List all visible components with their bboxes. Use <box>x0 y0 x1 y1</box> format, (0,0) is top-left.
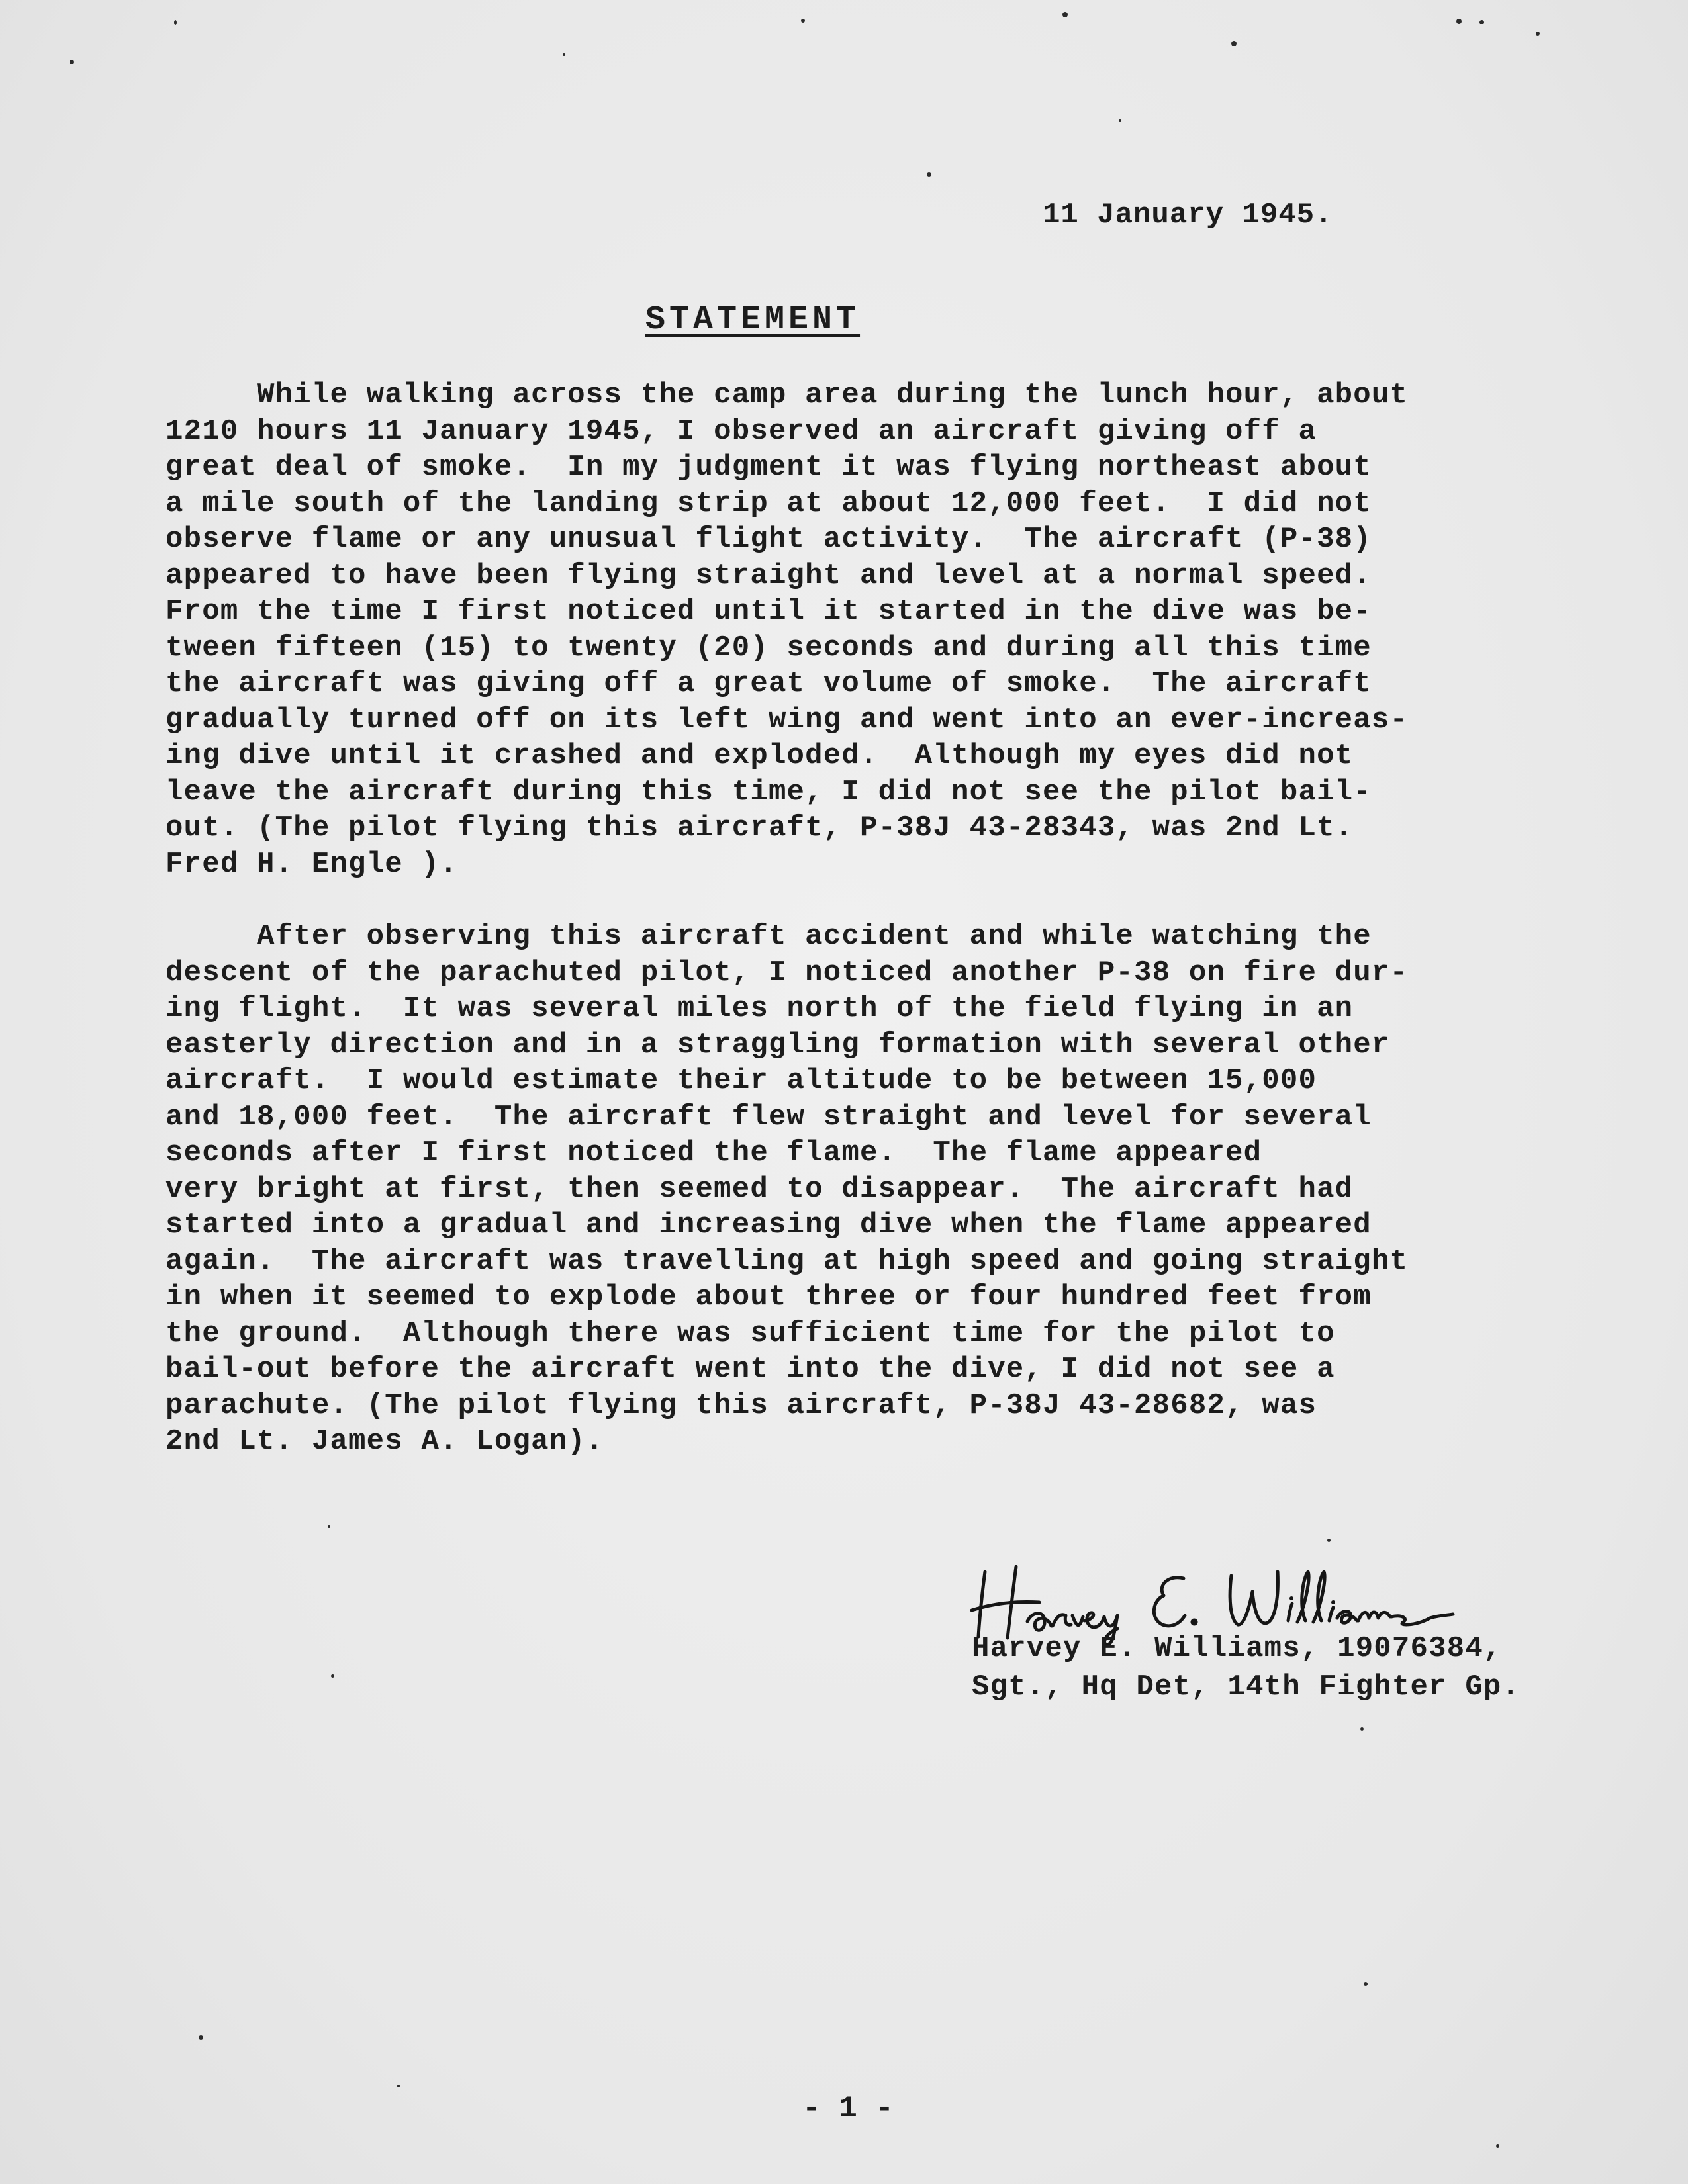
text-line: bail-out before the aircraft went into the dive, I did not see a <box>165 1353 1335 1386</box>
text-line: leave the aircraft during this time, I did not see the pilot bail- <box>165 775 1372 809</box>
text-line: a mile south of the landing strip at about 12,000 feet. I did not <box>165 486 1372 520</box>
text-line: out. (The pilot flying this aircraft, P-38J 43-28343, was 2nd Lt. <box>165 811 1354 844</box>
text-line: parachute. (The pilot flying this aircraft, P-38J 43-28682, was <box>165 1388 1317 1422</box>
page-number: - 1 - <box>802 2091 894 2126</box>
document-title: STATEMENT <box>645 301 861 339</box>
text-line: and 18,000 feet. The aircraft flew straight and level for several <box>165 1100 1372 1134</box>
text-line: 2nd Lt. James A. Logan). <box>165 1425 604 1458</box>
text-line: Fred H. Engle ). <box>165 847 458 881</box>
text-line: started into a gradual and increasing dive when the flame appeared <box>165 1208 1372 1242</box>
signer-unit-line: Sgt., Hq Det, 14th Fighter Gp. <box>972 1670 1521 1704</box>
text-line: From the time I first noticed until it started in the dive was be- <box>165 595 1372 628</box>
text-line: seconds after I first noticed the flame. The flame appeared <box>165 1136 1262 1169</box>
text-line: appeared to have been flying straight and level at a normal speed. <box>165 559 1372 592</box>
text-line: observe flame or any unusual flight activity. The aircraft (P-38) <box>165 523 1372 556</box>
text-line: tween fifteen (15) to twenty (20) seconds and during all this time <box>165 631 1372 664</box>
text-line: again. The aircraft was travelling at high speed and going straight <box>165 1244 1409 1278</box>
text-line: 1210 hours 11 January 1945, I observed an aircraft giving off a <box>165 414 1317 448</box>
signer-block <box>972 1629 1520 1706</box>
statement-paragraph-2 <box>165 919 1642 1460</box>
statement-paragraph-1 <box>165 377 1642 882</box>
signer-name-line: Harvey E. Williams, 19076384, <box>972 1632 1502 1665</box>
text-line: While walking across the camp area during the lunch hour, about <box>165 379 1409 412</box>
text-line: the aircraft was giving off a great volume of smoke. The aircraft <box>165 667 1372 700</box>
text-line: ing flight. It was several miles north of the field flying in an <box>165 992 1354 1025</box>
text-line: descent of the parachuted pilot, I noticed another P-38 on fire dur- <box>165 956 1409 989</box>
text-line: ing dive until it crashed and exploded. Although my eyes did not <box>165 739 1354 772</box>
text-line: gradually turned off on its left wing and went into an ever-increas- <box>165 703 1409 737</box>
document-date: 11 January 1945. <box>1043 199 1333 232</box>
text-line: easterly direction and in a straggling formation with several other <box>165 1028 1390 1062</box>
text-line: in when it seemed to explode about three or four hundred feet from <box>165 1281 1372 1314</box>
text-line: the ground. Although there was sufficient time for the pilot to <box>165 1316 1335 1350</box>
text-line: aircraft. I would estimate their altitude to be between 15,000 <box>165 1064 1317 1097</box>
text-line: After observing this aircraft accident and while watching the <box>165 920 1372 953</box>
text-line: great deal of smoke. In my judgment it was flying northeast about <box>165 451 1372 484</box>
text-line: very bright at first, then seemed to disappear. The aircraft had <box>165 1172 1354 1206</box>
